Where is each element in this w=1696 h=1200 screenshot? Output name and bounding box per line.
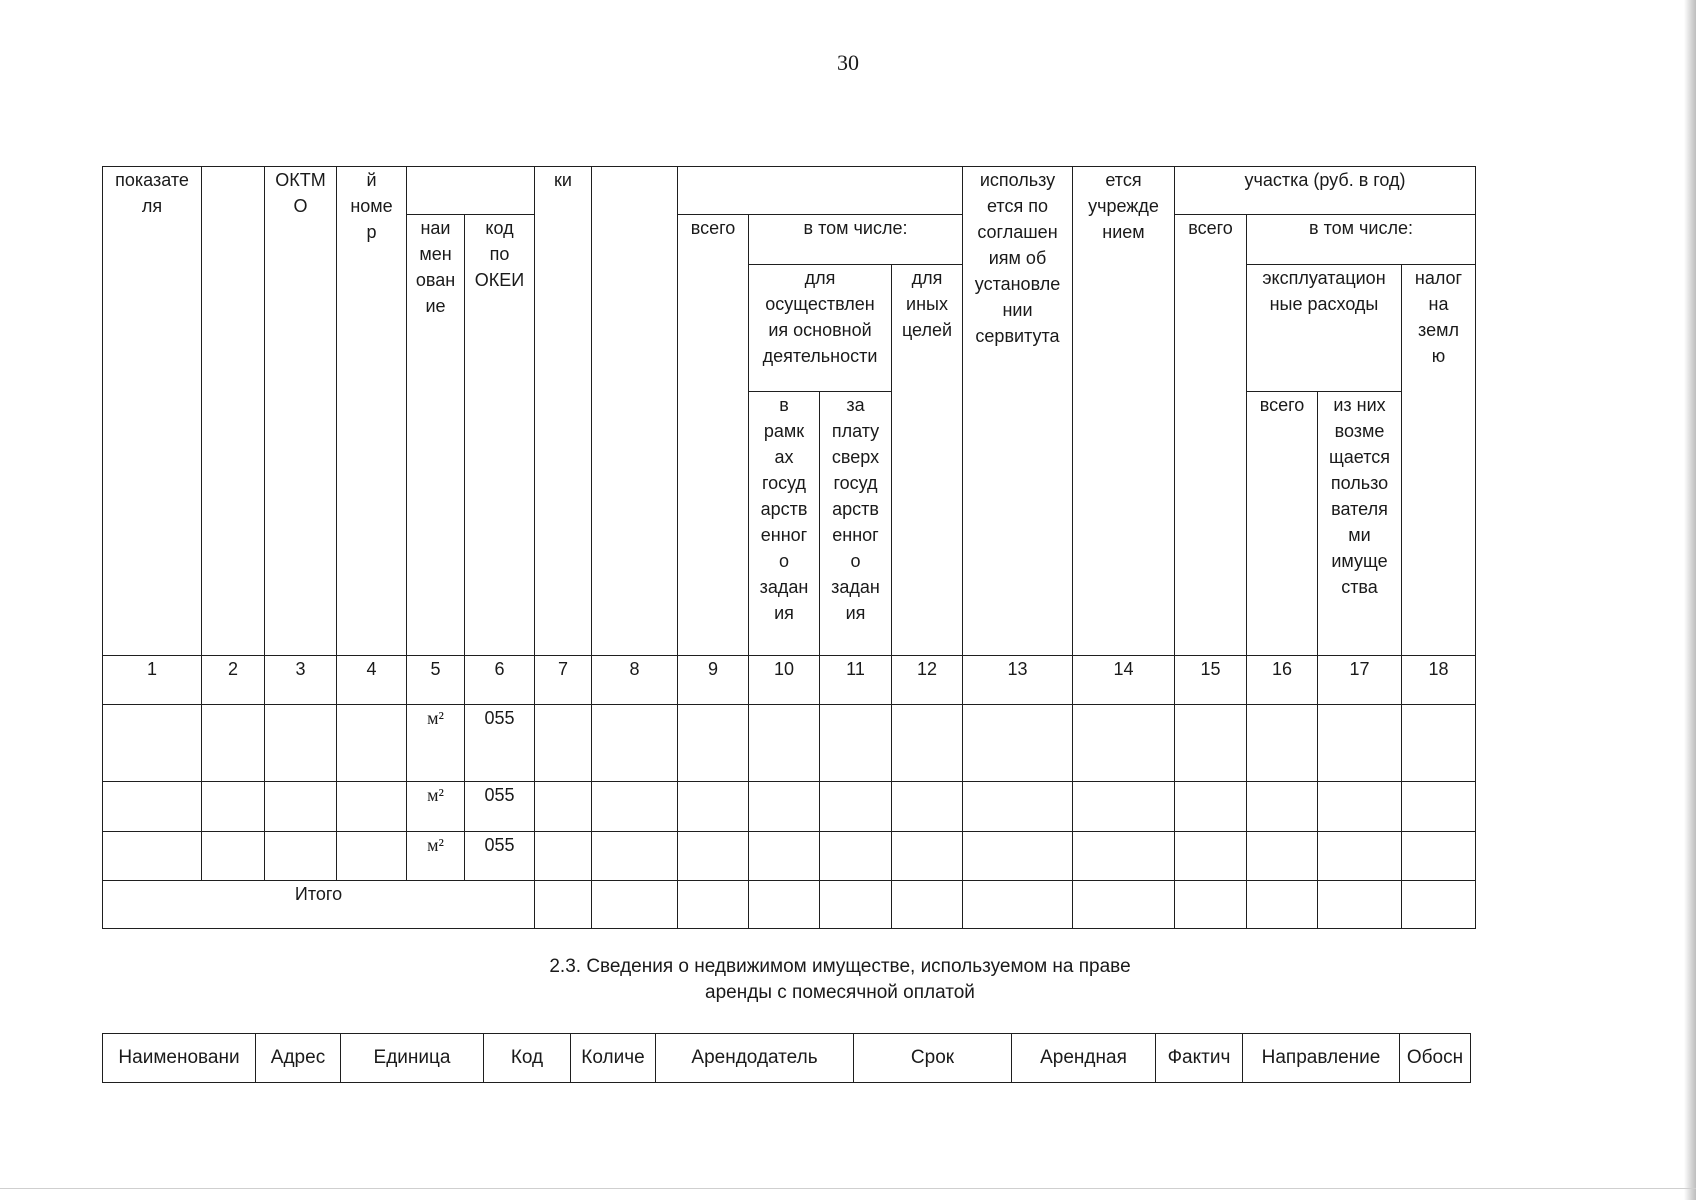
total-row <box>103 881 1476 929</box>
header-state-task: в рамк ах госуд арств енног о задан ия <box>749 392 820 656</box>
table-row <box>103 782 1476 832</box>
column-number: 2 <box>202 656 265 705</box>
column-number: 15 <box>1175 656 1247 705</box>
property-usage-table <box>102 166 1476 929</box>
column-number: 16 <box>1247 656 1318 705</box>
column-number: 6 <box>465 656 535 705</box>
header-plot-cost: участка (руб. в год) <box>1175 167 1476 215</box>
lease-header-cell: Арендная <box>1012 1034 1156 1083</box>
header-unit-code: код по ОКЕИ <box>465 215 535 656</box>
lease-header-cell: Единица <box>341 1034 484 1083</box>
header-reimbursed: из них возме щается пользо вателя ми имуще ства <box>1318 392 1402 656</box>
lease-header-cell: Количе <box>571 1034 656 1083</box>
column-number: 18 <box>1402 656 1476 705</box>
lease-table <box>102 1033 1471 1083</box>
header-land-tax: налог на земл ю <box>1402 265 1476 656</box>
scan-bottom-edge <box>0 1188 1696 1189</box>
header-col-8 <box>592 167 678 656</box>
header-total-16: всего <box>1247 392 1318 656</box>
column-number: 11 <box>820 656 892 705</box>
table-row <box>103 832 1476 881</box>
column-number: 8 <box>592 656 678 705</box>
lease-header-cell: Фактич <box>1156 1034 1243 1083</box>
unit-cell: м² <box>407 705 465 782</box>
header-main-activity: для осуществлен ия основной деятельности <box>749 265 892 392</box>
column-number: 9 <box>678 656 749 705</box>
code-cell: 055 <box>465 782 535 832</box>
lease-header-cell: Направление <box>1243 1034 1400 1083</box>
lease-header-cell: Код <box>484 1034 571 1083</box>
total-label: Итого <box>103 881 535 929</box>
column-number: 1 <box>103 656 202 705</box>
lease-header-cell: Арендодатель <box>656 1034 854 1083</box>
column-number: 7 <box>535 656 592 705</box>
unit-cell: м² <box>407 832 465 881</box>
header-unit-group <box>407 167 535 215</box>
column-number: 10 <box>749 656 820 705</box>
column-number: 13 <box>963 656 1073 705</box>
header-total-15: всего <box>1175 215 1247 656</box>
page-number: 30 <box>837 50 859 75</box>
header-including-9: в том числе: <box>749 215 963 265</box>
header-servitude: использу ется по соглашен иям об установле нии сервитута <box>963 167 1073 656</box>
unit-cell: м² <box>407 782 465 832</box>
header-oktmo: ОКТМ О <box>265 167 337 656</box>
lease-header-cell: Адрес <box>256 1034 341 1083</box>
lease-header-row <box>103 1034 1471 1083</box>
header-over-state-task: за плату сверх госуд арств енног о задан ия <box>820 392 892 656</box>
table-row <box>103 705 1476 782</box>
header-total-9: всего <box>678 215 749 656</box>
lease-header-cell: Наименовани <box>103 1034 256 1083</box>
lease-header-cell: Обосн <box>1400 1034 1471 1083</box>
header-number: й номе р <box>337 167 407 656</box>
scan-edge-shadow <box>1684 0 1696 1200</box>
header-institution: ется учрежде нием <box>1073 167 1175 656</box>
column-number: 3 <box>265 656 337 705</box>
header-unit-name: наи мен ован ие <box>407 215 465 656</box>
column-number: 17 <box>1318 656 1402 705</box>
column-number: 14 <box>1073 656 1175 705</box>
column-number: 5 <box>407 656 465 705</box>
code-cell: 055 <box>465 705 535 782</box>
column-number-row <box>103 656 1476 705</box>
lease-header-cell: Срок <box>854 1034 1012 1083</box>
section-title-line-1: 2.3. Сведения о недвижимом имуществе, используемом на праве <box>549 956 1131 977</box>
section-title-line-2: аренды с помесячной оплатой <box>705 982 975 1003</box>
header-group-9-12 <box>678 167 963 215</box>
header-row-1 <box>103 167 1476 215</box>
column-number: 12 <box>892 656 963 705</box>
header-including-15: в том числе: <box>1247 215 1476 265</box>
header-col-7: ки <box>535 167 592 656</box>
column-number: 4 <box>337 656 407 705</box>
header-other-goals: для иных целей <box>892 265 963 656</box>
code-cell: 055 <box>465 832 535 881</box>
header-indicator: показате ля <box>103 167 202 656</box>
header-operating-costs: эксплуатацион ные расходы <box>1247 265 1402 392</box>
header-col-2 <box>202 167 265 656</box>
section-2-3-title <box>500 954 1180 1006</box>
